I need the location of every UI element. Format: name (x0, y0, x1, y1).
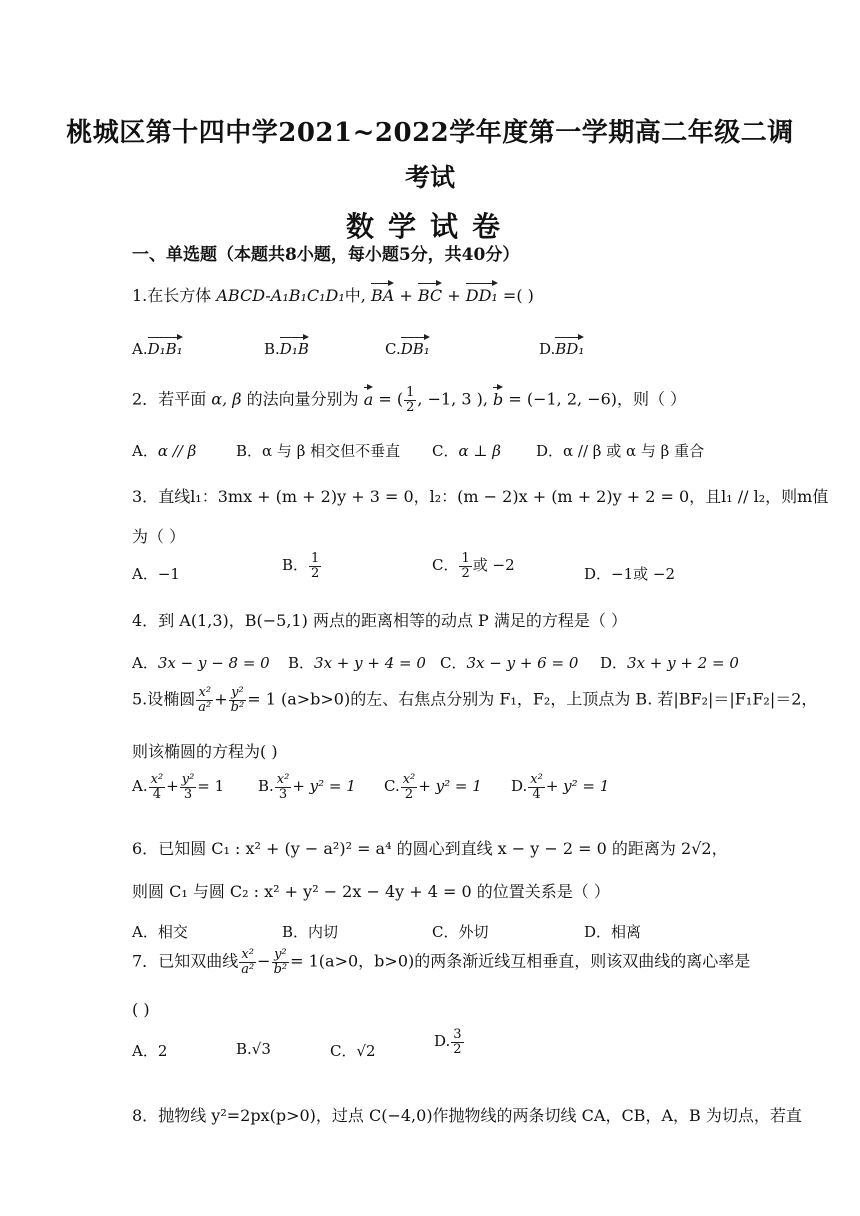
fraction-numerator: x² (241, 947, 254, 962)
fraction-denominator: 4 (532, 786, 541, 802)
fraction-numerator: x² (276, 772, 290, 787)
fraction-denominator: 2 (453, 1041, 462, 1057)
option-text: √2 (356, 1042, 376, 1060)
fraction-denominator: 3 (183, 786, 193, 802)
option-d (584, 921, 641, 942)
fraction (275, 773, 292, 801)
option-label: D． (600, 654, 628, 672)
question-text: 的法向量分别为 (246, 389, 359, 409)
fraction (404, 386, 416, 414)
fraction-denominator: 2 (406, 399, 415, 415)
planes: α, β (211, 389, 242, 409)
option-b (236, 1040, 271, 1058)
fraction (180, 773, 197, 801)
option-text: −1或 −2 (611, 565, 676, 583)
question-number: 5. (132, 689, 148, 709)
vector-a-equals: = ( (378, 389, 404, 409)
option-label: C． (432, 442, 459, 460)
option-d (539, 340, 584, 358)
fraction-denominator: 2 (311, 565, 320, 581)
question-7 (132, 948, 750, 976)
fraction (272, 948, 290, 976)
option-vector: BD₁ (555, 340, 585, 358)
equation-rhs: = 1 (290, 951, 319, 971)
question-text: 中, (344, 286, 366, 305)
option-text: 3x + y + 4 = 0 (314, 654, 426, 672)
option-vector: DB₁ (400, 340, 430, 358)
option-text: α // β (157, 442, 197, 460)
fraction (459, 552, 471, 580)
option-label: A． (132, 654, 158, 672)
option-text: 3x + y + 2 = 0 (627, 654, 739, 672)
option-label: D. (539, 340, 556, 358)
option-label: D. (511, 777, 528, 796)
option-label: B． (236, 442, 263, 460)
option-a (132, 563, 180, 584)
fraction-numerator: 1 (311, 551, 320, 566)
fraction-numerator: x² (402, 772, 416, 787)
option-b (282, 921, 338, 942)
answer-blank: =( ) (502, 286, 534, 305)
exam-title-continued: 考试 (404, 163, 455, 192)
option-label: A． (132, 1042, 158, 1060)
option-b (258, 773, 356, 801)
fraction-numerator: y² (274, 947, 287, 962)
fraction-numerator: 3 (453, 1027, 462, 1042)
option-label: C． (330, 1042, 357, 1060)
question-text: (a>0，b>0)的两条渐近线互相垂直，则该双曲线的离心率是 (318, 951, 751, 971)
option-label: B. (264, 340, 280, 358)
option-text: √3 (251, 1040, 271, 1058)
question-4 (132, 608, 627, 631)
option-a (132, 440, 196, 461)
question-6 (132, 836, 728, 859)
question-7-line-2: ( ) (132, 1000, 150, 1019)
fraction-denominator: 2 (404, 786, 414, 802)
question-3-line-2: 为（ ） (132, 527, 186, 546)
option-c (432, 440, 501, 461)
option-c (330, 1040, 376, 1061)
option-c (385, 340, 430, 358)
fraction (229, 686, 247, 714)
option-c (440, 652, 578, 673)
option-vector: D₁B (279, 340, 309, 358)
option-text: 外切 (458, 923, 489, 941)
vector-a-rest: , −1, 3 ), (417, 389, 488, 409)
option-text: + y² = 1 (545, 777, 610, 796)
option-label: D． (584, 565, 612, 583)
option-label: A． (132, 442, 158, 460)
subject-title: 数学试卷 (345, 210, 514, 243)
option-label: A. (132, 777, 148, 796)
option-label: B． (282, 923, 309, 941)
fraction-numerator: x² (198, 685, 212, 700)
question-text: (a>b>0)的左、右焦点分别为 F₁，F₂，上顶点为 B. 若|BF₂|＝|F₁F₂|＝2， (280, 689, 818, 709)
question-number: 7． (132, 951, 159, 971)
question-number: 6． (132, 839, 159, 858)
fraction-numerator: 1 (406, 385, 415, 400)
question-5 (132, 686, 817, 714)
question-text: 在长方体 (147, 286, 212, 305)
option-text: + y² = 1 (292, 777, 356, 796)
option-text: 相离 (611, 923, 642, 941)
fraction-numerator: x² (150, 772, 164, 787)
fraction-denominator: a² (198, 699, 212, 715)
fraction-denominator: a² (241, 961, 255, 977)
question-8 (132, 1103, 802, 1126)
fraction-denominator: b² (230, 699, 245, 715)
option-label: C． (432, 923, 459, 941)
fraction-numerator: x² (530, 772, 543, 787)
option-text: −1 (157, 565, 180, 583)
option-d (511, 773, 609, 801)
option-text: 3x − y + 6 = 0 (466, 654, 579, 672)
option-d (584, 563, 675, 584)
vector-b: b (493, 389, 504, 409)
option-text: 内切 (308, 923, 339, 941)
vector-b-value: = (−1, 2, −6) (508, 389, 618, 409)
option-text: = 1 (197, 777, 225, 796)
fraction (196, 686, 213, 714)
option-a (132, 1040, 167, 1061)
option-text: + y² = 1 (418, 777, 482, 796)
question-text: 若平面 (158, 389, 207, 409)
question-number: 4． (132, 611, 159, 630)
option-label: B． (288, 654, 315, 672)
fraction (401, 773, 418, 801)
option-text: 相交 (157, 923, 188, 941)
option-vector: D₁B₁ (147, 340, 183, 358)
vector-bc: BC (417, 286, 443, 305)
fraction-numerator: y² (231, 685, 244, 700)
question-1: 1.在长方体 ABCD-A₁B₁C₁D₁中, BA + BC + DD₁ =( ) (132, 286, 534, 305)
option-d (434, 1028, 465, 1056)
fraction (149, 773, 166, 801)
option-text: 2 (157, 1042, 168, 1060)
option-label: C. (384, 777, 400, 796)
question-text: 已知双曲线 (158, 951, 239, 971)
question-text: 直线l₁：3mx + (m + 2)y + 3 = 0，l₂：(m − 2)x + (m + 2)y + 2 = 0，且l₁ // l₂，则m值 (158, 487, 829, 506)
fraction (309, 552, 321, 580)
vector-dd1: DD₁ (465, 286, 498, 305)
exam-title: 桃城区第十四中学2021~2022学年度第一学期高二年级二调 (66, 118, 794, 148)
option-label: D. (434, 1032, 451, 1051)
question-text: 已知圆 C₁ : x² + (y − a²)² = a⁴ 的圆心到直线 x − y − 2 = 0 的距离为 2√2， (158, 839, 728, 858)
option-b (282, 552, 322, 580)
question-5-line-2: 则该椭圆的方程为( ) (132, 742, 278, 761)
question-text: 到 A(1,3)，B(−5,1) 两点的距离相等的动点 P 满足的方程是（ ） (158, 611, 627, 630)
question-text: 抛物线 y²=2px(p>0)，过点 C(−4,0)作抛物线的两条切线 CA，CB，A，B 为切点，若直 (158, 1106, 802, 1125)
option-label: B． (282, 556, 309, 575)
fraction (239, 948, 256, 976)
option-a (132, 340, 183, 358)
fraction-denominator: 2 (461, 565, 470, 581)
answer-blank: ，则（ ） (617, 389, 687, 409)
option-label: C． (440, 654, 467, 672)
option-a (132, 652, 270, 673)
question-2 (132, 386, 686, 414)
equation-rhs: = 1 (247, 689, 276, 709)
option-b (236, 440, 400, 461)
question-3 (132, 484, 828, 507)
option-label: D． (584, 923, 612, 941)
option-b (288, 652, 426, 673)
option-label: A． (132, 565, 158, 583)
option-d (600, 652, 739, 673)
vector-ba: BA (370, 286, 395, 305)
option-c (432, 921, 489, 942)
fraction (528, 773, 545, 801)
fraction-numerator: y² (181, 772, 195, 787)
option-label: B. (236, 1040, 252, 1058)
fraction-denominator: 3 (278, 786, 288, 802)
option-label: B. (258, 777, 274, 796)
option-label: C． (432, 556, 459, 575)
operator: + (214, 689, 228, 709)
option-label: D． (536, 442, 564, 460)
option-c (384, 773, 482, 801)
option-a: A. $\frac{\text{x²}}{4}$ + $\frac{\text{y²}}{3}$ = 1 (132, 772, 225, 802)
option-label: A. (132, 340, 148, 358)
option-c (432, 552, 515, 580)
option-text: α ⊥ β (458, 442, 501, 460)
question-number: 3． (132, 487, 159, 506)
option-text: α // β 或 α 与 β 重合 (563, 442, 705, 460)
option-label: C. (385, 340, 401, 358)
option-d (536, 440, 704, 461)
option-label: A． (132, 923, 158, 941)
option-text: 或 −2 (472, 556, 515, 575)
question-number: 2． (132, 389, 159, 409)
option-text: 3x − y − 8 = 0 (157, 654, 270, 672)
question-text: 设椭圆 (147, 689, 196, 709)
fraction-denominator: b² (273, 961, 288, 977)
option-b (264, 340, 309, 358)
fraction-numerator: 1 (461, 551, 470, 566)
solid-name: ABCD-A₁B₁C₁D₁ (216, 286, 345, 305)
question-number: 1. (132, 286, 148, 305)
operator: − (257, 951, 271, 971)
option-a (132, 921, 188, 942)
vector-a: a (363, 389, 374, 409)
section-heading: 一、单选题（本题共8小题，每小题5分，共40分） (132, 245, 520, 265)
fraction-denominator: 4 (152, 786, 162, 802)
question-6-line-2: 则圆 C₁ 与圆 C₂ : x² + y² − 2x − 4y + 4 = 0 的位置关系是（ ） (132, 882, 610, 901)
question-number: 8． (132, 1106, 159, 1125)
fraction (451, 1028, 463, 1056)
option-text: α 与 β 相交但不垂直 (262, 442, 401, 460)
